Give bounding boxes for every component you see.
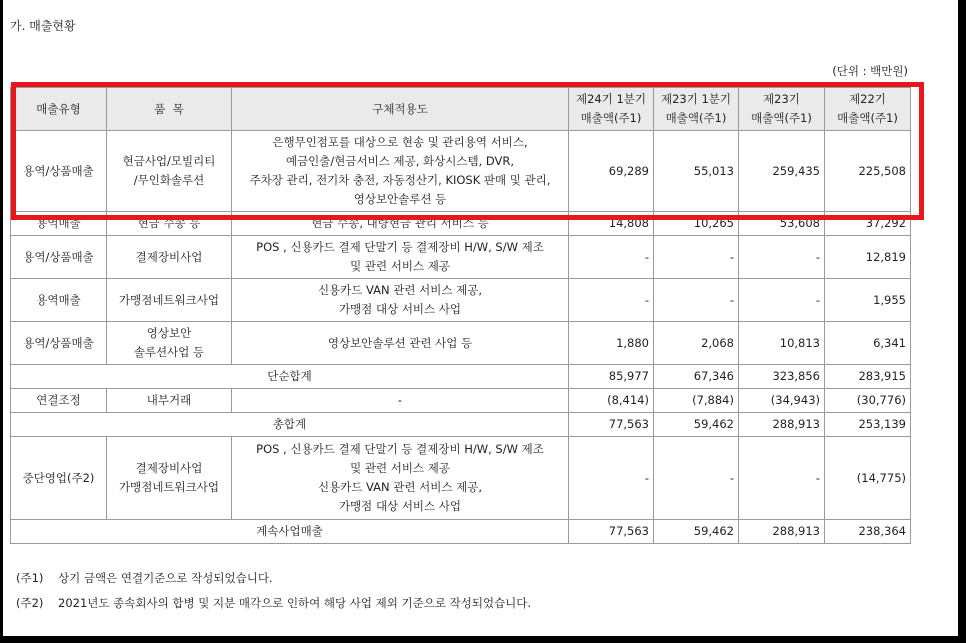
total-q1-23: 59,462 bbox=[654, 413, 739, 437]
discontinued-row bbox=[11, 437, 911, 520]
cell-q1-23: 10,265 bbox=[654, 212, 739, 236]
discontinued-usage: POS , 신용카드 결제 단말기 등 결제장비 H/W, S/W 제조 및 관련 서비스 제공 신용카드 VAN 관련 서비스 제공, 가맹점 대상 서비스 사업 bbox=[232, 437, 569, 520]
footnote-2 bbox=[16, 595, 531, 611]
continuing-y23: 288,913 bbox=[739, 520, 825, 544]
cell-item: 가맹점네트워크사업 bbox=[107, 279, 232, 322]
cell-item: 결제장비사업 bbox=[107, 236, 232, 279]
cell-y23: - bbox=[739, 236, 825, 279]
cell-usage: 은행무인점포를 대상으로 현송 및 관리용역 서비스, 예금인출/현금서비스 제공, 화상시스템, DVR, 주차장 관리, 전기차 충전, 자동정산기, KIOSK 판매 및 관리, 영상보안솔루션 등 bbox=[232, 131, 569, 212]
footnote-text: 2021년도 종속회사의 합병 및 지분 매각으로 인하여 해당 사업 제외 기준으로 작성되었습니다. bbox=[58, 596, 532, 610]
adjustment-y23: (34,943) bbox=[739, 389, 825, 413]
adjustment-type: 연결조정 bbox=[11, 389, 107, 413]
footnote-label: (주2) bbox=[16, 596, 44, 610]
adjustment-q1-24: (8,414) bbox=[569, 389, 654, 413]
sales-table bbox=[10, 87, 911, 544]
cell-item: 영상보안 솔루션사업 등 bbox=[107, 322, 232, 365]
continuing-q1-24: 77,563 bbox=[569, 520, 654, 544]
cell-q1-23: - bbox=[654, 279, 739, 322]
cell-y22: 225,508 bbox=[825, 131, 911, 212]
header-y23: 제23기 매출액(주1) bbox=[739, 88, 825, 131]
header-q1-23: 제23기 1분기 매출액(주1) bbox=[654, 88, 739, 131]
subtotal-row bbox=[11, 365, 911, 389]
header-type: 매출유형 bbox=[11, 88, 107, 131]
cell-type: 용역/상품매출 bbox=[11, 322, 107, 365]
cell-y23: 53,608 bbox=[739, 212, 825, 236]
discontinued-q1-24: - bbox=[569, 437, 654, 520]
header-q1-24: 제24기 1분기 매출액(주1) bbox=[569, 88, 654, 131]
total-y23: 288,913 bbox=[739, 413, 825, 437]
discontinued-q1-23: - bbox=[654, 437, 739, 520]
table-header-row bbox=[11, 88, 911, 131]
cell-usage: 영상보안솔루션 관련 사업 등 bbox=[232, 322, 569, 365]
header-item: 품 목 bbox=[107, 88, 232, 131]
discontinued-type: 중단영업(주2) bbox=[11, 437, 107, 520]
discontinued-y23: - bbox=[739, 437, 825, 520]
section-title: 가. 매출현황 bbox=[10, 19, 76, 33]
cell-y23: 10,813 bbox=[739, 322, 825, 365]
total-label: 총합계 bbox=[11, 413, 569, 437]
cell-type: 용역/상품매출 bbox=[11, 236, 107, 279]
table-row bbox=[11, 236, 911, 279]
cell-y22: 12,819 bbox=[825, 236, 911, 279]
header-y22: 제22기 매출액(주1) bbox=[825, 88, 911, 131]
cell-item: 현금 수송 등 bbox=[107, 212, 232, 236]
total-row bbox=[11, 413, 911, 437]
table-row bbox=[11, 212, 911, 236]
subtotal-q1-24: 85,977 bbox=[569, 365, 654, 389]
adjustment-row bbox=[11, 389, 911, 413]
cell-y22: 37,292 bbox=[825, 212, 911, 236]
cell-usage: POS , 신용카드 결제 단말기 등 결제장비 H/W, S/W 제조 및 관련 서비스 제공 bbox=[232, 236, 569, 279]
cell-usage: 현금 수송, 대량현금 관리 서비스 등 bbox=[232, 212, 569, 236]
cell-q1-24: 14,808 bbox=[569, 212, 654, 236]
cell-q1-23: - bbox=[654, 236, 739, 279]
subtotal-q1-23: 67,346 bbox=[654, 365, 739, 389]
footnote-1 bbox=[16, 570, 273, 586]
cell-y23: 259,435 bbox=[739, 131, 825, 212]
discontinued-y22: (14,775) bbox=[825, 437, 911, 520]
cell-item: 현금사업/모빌리티 /무인화솔루션 bbox=[107, 131, 232, 212]
cell-y22: 6,341 bbox=[825, 322, 911, 365]
subtotal-y22: 283,915 bbox=[825, 365, 911, 389]
cell-y22: 1,955 bbox=[825, 279, 911, 322]
cell-type: 용역매출 bbox=[11, 212, 107, 236]
continuing-y22: 238,364 bbox=[825, 520, 911, 544]
cell-q1-23: 2,068 bbox=[654, 322, 739, 365]
subtotal-y23: 323,856 bbox=[739, 365, 825, 389]
cell-usage: 신용카드 VAN 관련 서비스 제공, 가맹점 대상 서비스 사업 bbox=[232, 279, 569, 322]
cell-q1-24: 69,289 bbox=[569, 131, 654, 212]
discontinued-item: 결제장비사업 가맹점네트워크사업 bbox=[107, 437, 232, 520]
continuing-label: 계속사업매출 bbox=[11, 520, 569, 544]
continuing-q1-23: 59,462 bbox=[654, 520, 739, 544]
unit-label: (단위 : 백만원) bbox=[832, 64, 908, 78]
cell-q1-24: - bbox=[569, 279, 654, 322]
subtotal-label: 단순합계 bbox=[11, 365, 569, 389]
footnote-text: 상기 금액은 연결기준으로 작성되었습니다. bbox=[58, 571, 273, 585]
cell-type: 용역/상품매출 bbox=[11, 131, 107, 212]
cell-q1-24: 1,880 bbox=[569, 322, 654, 365]
adjustment-y22: (30,776) bbox=[825, 389, 911, 413]
adjustment-item: 내부거래 bbox=[107, 389, 232, 413]
cell-y23: - bbox=[739, 279, 825, 322]
table-row bbox=[11, 131, 911, 212]
footnote-label: (주1) bbox=[16, 571, 44, 585]
total-q1-24: 77,563 bbox=[569, 413, 654, 437]
total-y22: 253,139 bbox=[825, 413, 911, 437]
table-row bbox=[11, 279, 911, 322]
adjustment-usage: - bbox=[232, 389, 569, 413]
cell-q1-24: - bbox=[569, 236, 654, 279]
adjustment-q1-23: (7,884) bbox=[654, 389, 739, 413]
header-usage: 구체적용도 bbox=[232, 88, 569, 131]
table-row bbox=[11, 322, 911, 365]
cell-q1-23: 55,013 bbox=[654, 131, 739, 212]
document-page bbox=[3, 0, 958, 636]
continuing-row bbox=[11, 520, 911, 544]
cell-type: 용역매출 bbox=[11, 279, 107, 322]
